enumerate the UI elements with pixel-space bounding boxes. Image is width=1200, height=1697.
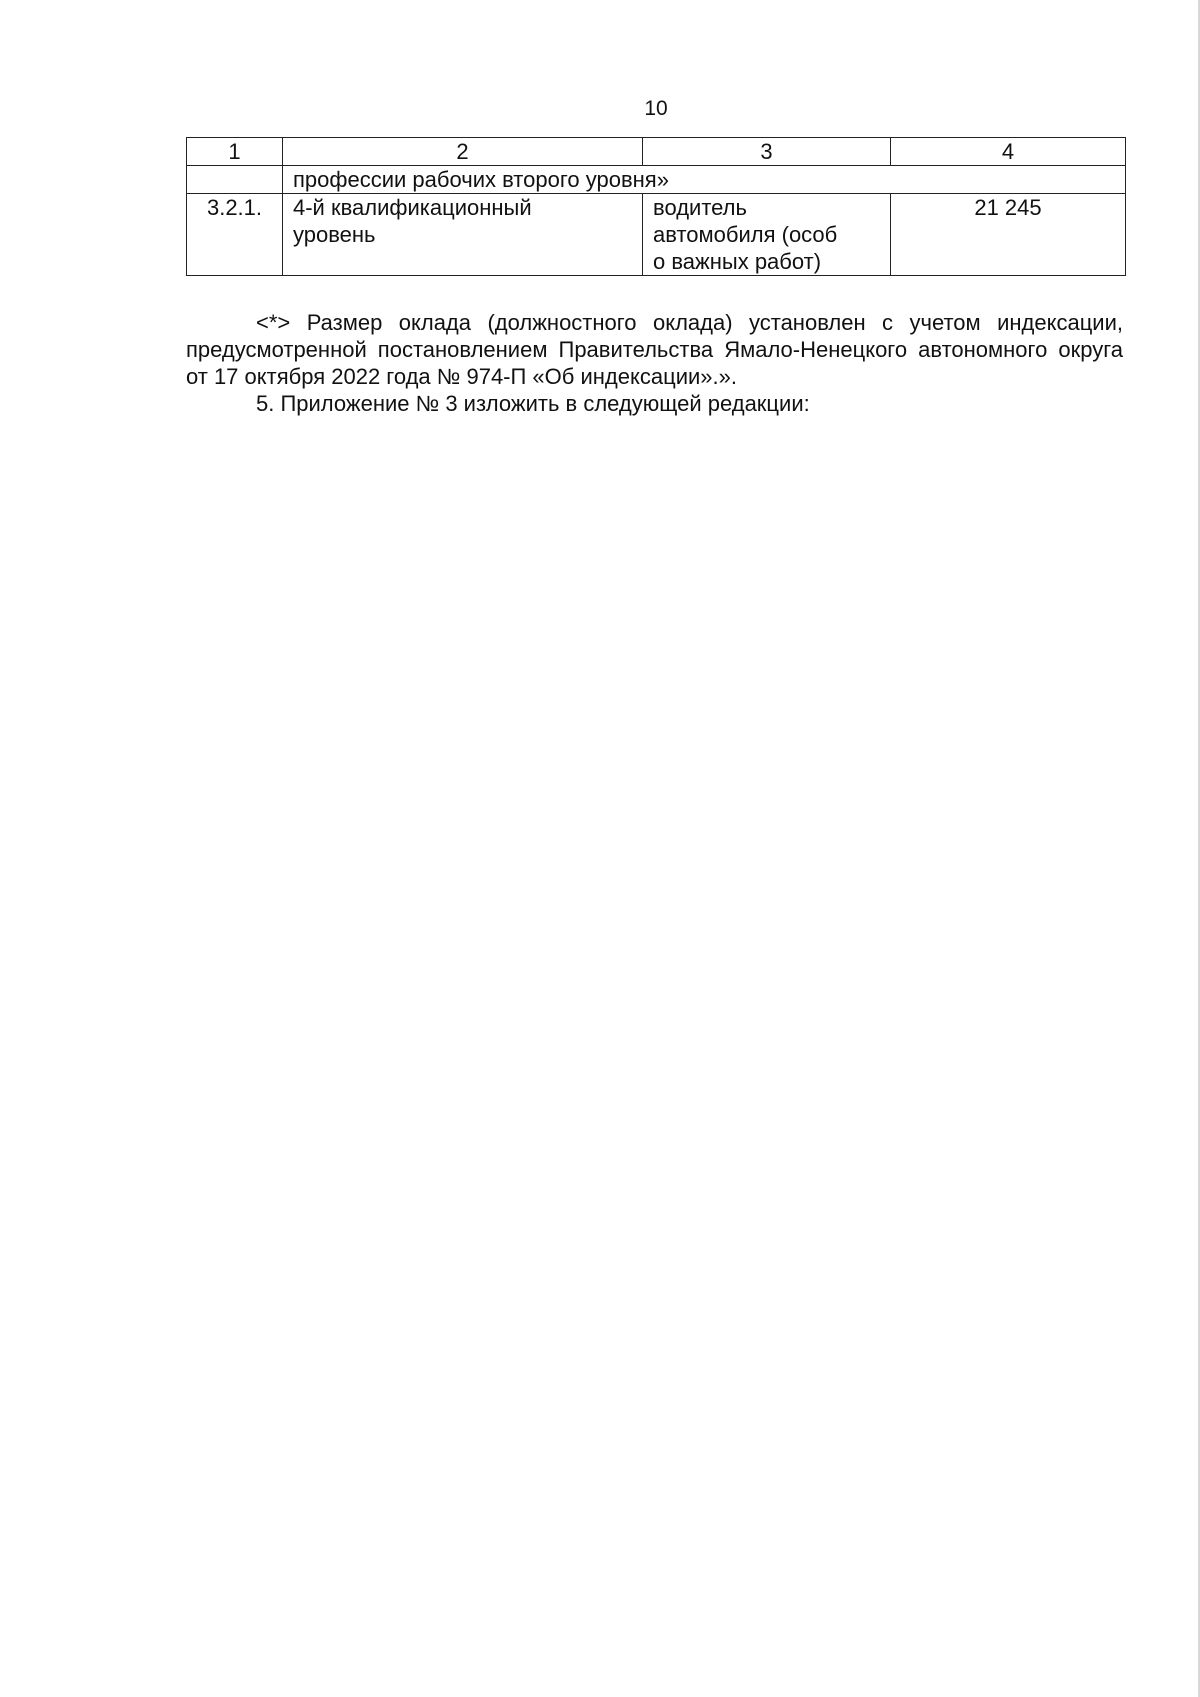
- row-salary-cell: 21 245: [891, 194, 1126, 276]
- group-title-cell: профессии рабочих второго уровня»: [283, 166, 1126, 194]
- row-profession-line: водитель: [653, 195, 747, 220]
- row-profession-line: автомобиля (особ: [653, 222, 838, 247]
- table-group-row: [187, 166, 1126, 194]
- table-row: [187, 194, 1126, 276]
- row-level-line: 4-й квалификационный: [293, 195, 532, 220]
- column-header-3: 3: [643, 138, 891, 166]
- salary-table: [186, 137, 1126, 276]
- table-header-row: [187, 138, 1126, 166]
- column-header-1: 1: [187, 138, 283, 166]
- footnote-paragraph: <*> Размер оклада (должностного оклада) установлен с учетом индексации, предусмотренной постановлением Правительства Ямало-Ненецкого автономного округа от 17 октября 2022 года № 974-П «Об индексации».».: [186, 310, 1123, 389]
- document-body: [186, 309, 1123, 417]
- column-header-4: 4: [891, 138, 1126, 166]
- row-code-cell: 3.2.1.: [187, 194, 283, 276]
- page-number: 10: [644, 97, 668, 120]
- item-5-paragraph: 5. Приложение № 3 изложить в следующей редакции:: [256, 391, 810, 416]
- row-level-line: уровень: [293, 222, 376, 247]
- group-code-cell: [187, 166, 283, 194]
- row-profession-line: о важных работ): [653, 249, 822, 274]
- column-header-2: 2: [283, 138, 643, 166]
- row-profession-cell: [643, 194, 891, 276]
- row-level-cell: [283, 194, 643, 276]
